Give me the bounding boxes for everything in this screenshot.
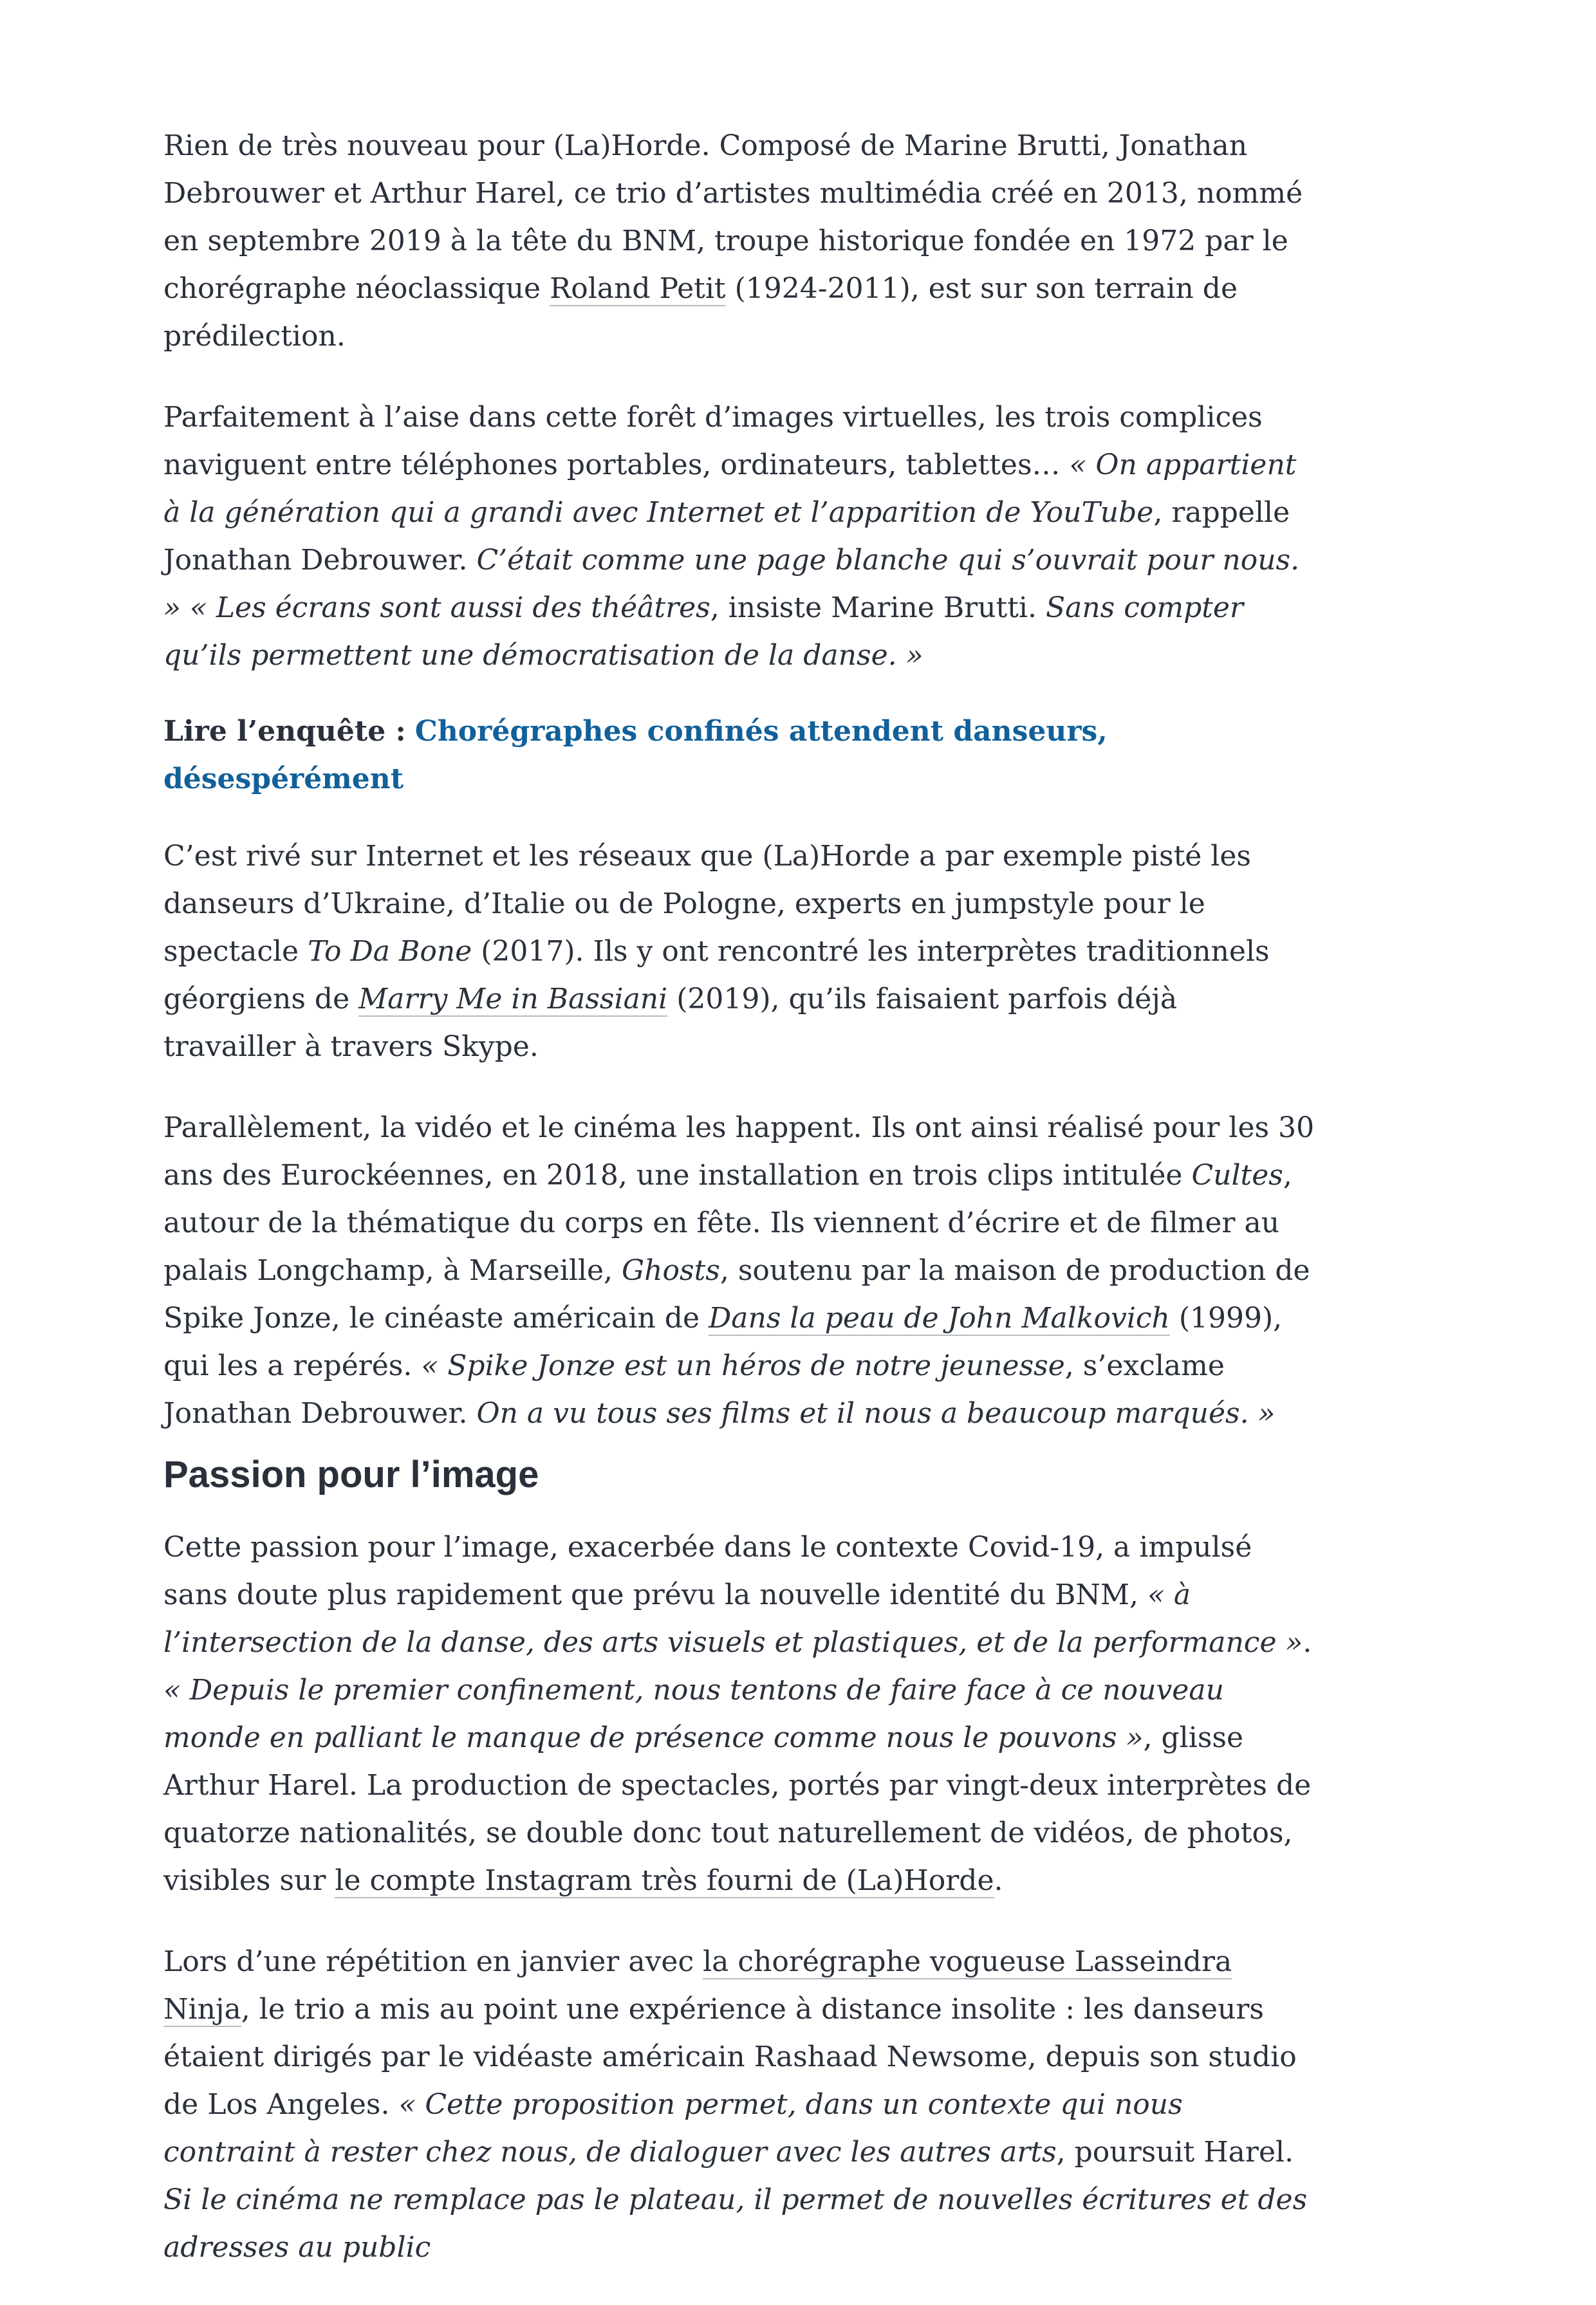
quote: Sans compter qu’ils permettent une démocratisation de la danse. »: [163, 591, 1244, 672]
paragraph-6: [163, 1938, 1315, 2272]
link-instagram-la-horde[interactable]: le compte Instagram très fourni de (La)Horde: [335, 1864, 994, 1897]
quote: On a vu tous ses films et il nous a beaucoup marqués. »: [476, 1397, 1276, 1430]
read-more-label: Lire l’enquête :: [163, 715, 406, 748]
paragraph-4: [163, 1104, 1315, 1438]
paragraph-1: [163, 122, 1315, 360]
text: Cette passion pour l’image, exacerbée dans le contexte Covid-19, a impulsé sans doute plus rapidement que prévu la nouvelle identité du BNM,: [163, 1531, 1252, 1611]
quote: Si le cinéma ne remplace pas le plateau, il permet de nouvelles écritures et des adresses au public: [163, 2183, 1308, 2264]
text: (2019), qu’ils faisaient parfois déjà travailler à travers Skype.: [163, 983, 1178, 1063]
link-dans-la-peau-de-john-malkovich[interactable]: [709, 1302, 1170, 1336]
text: , insiste Marine Brutti.: [710, 591, 1046, 624]
link-roland-petit[interactable]: Roland Petit: [550, 272, 726, 305]
text: C’est rivé sur Internet et les réseaux que (La)Horde a par exemple pisté les danseurs d’Ukraine, d’Italie ou de Pologne, experts en jumpstyle pour le spectacle: [163, 840, 1251, 968]
text: , glisse Arthur Harel. La production de spectacles, portés par vingt-deux interprètes de quatorze nationalités, se double donc tout naturellement de vidéos, de photos, visibles sur: [163, 1721, 1312, 1897]
quote: « à l’intersection de la danse, des arts visuels et plastiques, et de la performance »: [163, 1578, 1303, 1659]
text: .: [1303, 1626, 1312, 1659]
link-marry-me-in-bassiani[interactable]: [358, 983, 667, 1017]
text: , le trio a mis au point une expérience à distance insolite : les danseurs étaient dirigés par le vidéaste américain Rashaad Newsome, depuis son studio de Los Angeles.: [163, 1993, 1297, 2121]
text: Parallèlement, la vidéo et le cinéma les happent. Ils ont ainsi réalisé pour les 30 ans des Eurockéennes, en 2018, une installation en trois clips intitulée: [163, 1111, 1315, 1192]
link-lasseindra-ninja[interactable]: la chorégraphe vogueuse Lasseindra Ninja: [163, 1945, 1232, 2026]
text: , rappelle Jonathan Debrouwer.: [163, 496, 1290, 577]
paragraph-2: [163, 394, 1315, 680]
paragraph-5: [163, 1524, 1315, 1905]
text: , poursuit Harel.: [1056, 2136, 1294, 2169]
text: , autour de la thématique du corps en fête. Ils viennent d’écrire et de filmer au palais Longchamp, à Marseille,: [163, 1159, 1292, 1287]
text: Lors d’une répétition en janvier avec: [163, 1945, 703, 1978]
title-italic: Cultes: [1191, 1159, 1283, 1192]
text: (1924-2011), est sur son terrain de prédilection.: [163, 272, 1238, 353]
link-label: Marry Me in Bassiani: [358, 983, 668, 1015]
text: , s’exclame Jonathan Debrouwer.: [163, 1349, 1225, 1430]
section-subheading: Passion pour l’image: [163, 1454, 539, 1495]
paragraph-3: [163, 833, 1315, 1071]
quote: C’était comme une page blanche qui s’ouvrait pour nous. » « Les écrans sont aussi des théâtres: [163, 544, 1300, 624]
text: Rien de très nouveau pour (La)Horde. Composé de Marine Brutti, Jonathan Debrouwer et Arthur Harel, ce trio d’artistes multimédia créé en 2013, nommé en septembre 2019 à la tête du BNM, troupe historique fondée en 1972 par le chorégraphe néoclassique: [163, 129, 1303, 305]
read-more-link[interactable]: Chorégraphes confinés attendent danseurs, désespérément: [163, 715, 1108, 795]
title-italic: To Da Bone: [308, 935, 472, 968]
quote: « Cette proposition permet, dans un contexte qui nous contraint à rester chez nous, de dialoguer avec les autres arts: [163, 2088, 1183, 2169]
link-label: Dans la peau de John Malkovich: [709, 1302, 1170, 1335]
quote: « On appartient à la génération qui a grandi avec Internet et l’apparition de YouTube: [163, 449, 1297, 529]
read-more: [163, 708, 1315, 803]
text: Parfaitement à l’aise dans cette forêt d’images virtuelles, les trois complices naviguent entre téléphones portables, ordinateurs, tablettes…: [163, 401, 1263, 481]
text: .: [994, 1864, 1003, 1897]
quote: « Depuis le premier confinement, nous tentons de faire face à ce nouveau monde en palliant le manque de présence comme nous le pouvons »: [163, 1674, 1224, 1754]
quote: « Spike Jonze est un héros de notre jeunesse: [421, 1349, 1065, 1382]
text: (1999), qui les a repérés.: [163, 1302, 1283, 1382]
text: , soutenu par la maison de production de Spike Jonze, le cinéaste américain de: [163, 1254, 1310, 1335]
text: (2017). Ils y ont rencontré les interprètes traditionnels géorgiens de: [163, 935, 1270, 1015]
article-body: [163, 122, 1315, 2305]
title-italic: Ghosts: [622, 1254, 720, 1287]
